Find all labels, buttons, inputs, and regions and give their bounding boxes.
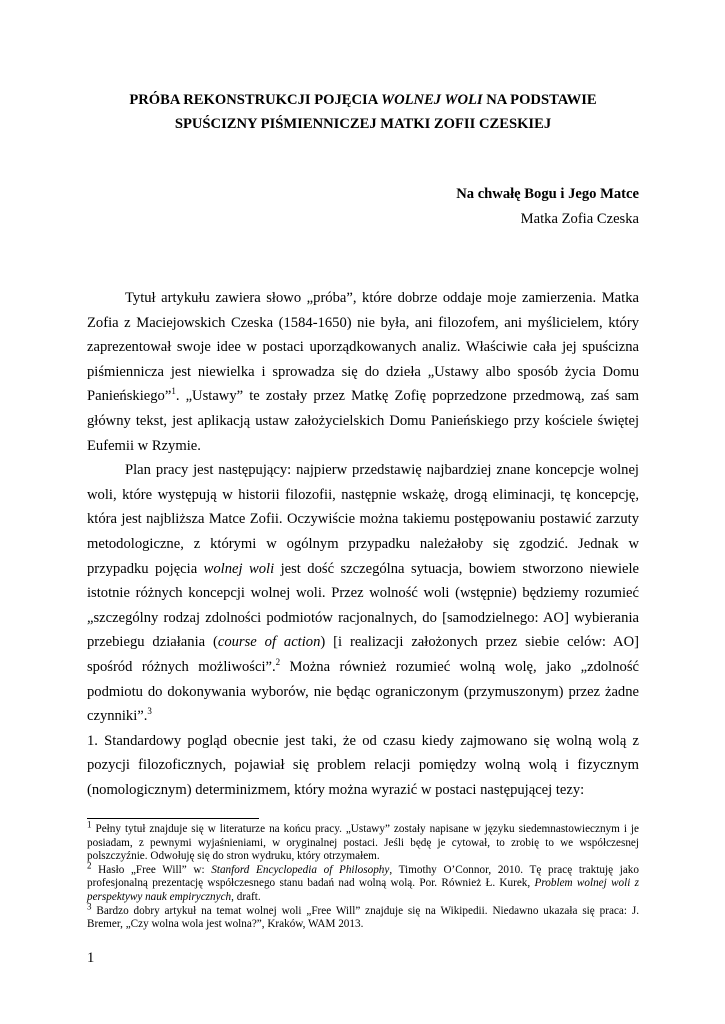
- page-number: 1: [87, 950, 95, 966]
- footnote-ref-3[interactable]: 3: [147, 706, 152, 717]
- footnote-divider: [87, 818, 259, 819]
- title-line-2: SPUŚCIZNY PIŚMIENNICZEJ MATKI ZOFII CZESKIEJ: [174, 116, 552, 132]
- paragraph-1: Tytuł artykułu zawiera słowo „próba”, które dobrze oddaje moje zamierzenia. Matka Zofia z Maciejowskich Czeska (1584-1650) nie była, ani filozofem, ani myślicielem, który zaprezentował swoje idee w postaci uporządkowanych analiz. Właściwie cała jej spuścizna piśmiennicza jest niewielka i sprowadza się do dzieła „Ustawy albo sposób życia Domu Panieńskiego”$^1$. „Ustawy” te zostały przez Matkę Zofię poprzedzone przedmową, zaś sam główny tekst, jest aplikacją ustaw założycielskich Domu Panieńskiego przy kościele świętej Eufemii w Rzymie.: [87, 290, 639, 454]
- footnote-ref-1[interactable]: 1: [171, 386, 176, 397]
- footnotes-section: [87, 818, 639, 932]
- paragraph-3: 1. Standardowy pogląd obecnie jest taki, że od czasu kiedy zajmowano się wolną wolą z pozycji filozoficznych, pojawiał się problem relacji pomiędzy wolną wolą i fizycznym (nomologicznym) determinizmem, który można wyrazić w postaci następującej tezy:: [87, 732, 639, 798]
- article-body: [87, 286, 639, 802]
- footnote-ref-2[interactable]: 2: [275, 657, 281, 668]
- footnote-1: $^1$ Pełny tytuł znajduje się w literaturze na końcu pracy. „Ustawy” zostały napisane w języku siedemnastowiecznym i je posiadam, z pewnymi wyjaśnieniami, w oryginalnej postaci. Jeśli będę je cytował, to zrobię to we współczesnej polszczyźnie. Odwołuję się do stron wydruku, który otrzymałem.: [87, 819, 639, 863]
- article-title: [60, 88, 666, 136]
- footnote-2: $^2$ Hasło „Free Will” w: Stanford Encyclopedia of Philosophy, Timothy O’Connor, 2010. Tę pracę traktuję jako profesjonalną prezentację współczesnego stanu badań nad wolną wolą. Por. Również Ł. Kurek, Problem wolnej woli z perspektywy nauk empirycznych, draft.: [87, 860, 639, 903]
- title-italic-term: WOLNEJ WOLI: [381, 92, 483, 108]
- motto-author: Matka Zofia Czeska: [520, 211, 639, 227]
- motto-text: Na chwałę Bogu i Jego Matce: [456, 186, 639, 202]
- paragraph-2: Plan pracy jest następujący: najpierw przedstawię najbardziej znane koncepcje wolnej woli, które występują w historii filozofii, następnie wskażę, drogą eliminacji, tę koncepcję, która jest najbliższa Matce Zofii. Oczywiście można takiemu postępowaniu postawić zarzuty metodologiczne, z którymi w ogólnym przypadku należałoby się zgodzić. Jednak w przypadku pojęcia wolnej woli jest dość szczególna sytuacja, bowiem stworzono niewiele istotnie różnych koncepcji wolnej woli. Przez wolność woli (wstępnie) będziemy rozumieć „szczególny rodzaj zdolności podmiotów racjonalnych, do [samodzielnego: AO] wybierania przebiegu działania (course of action) [i realizacji założonych przez siebie celów: AO] spośród różnych możliwości”.$^2$ Można również rozumieć wolną wolę, jako „zdolność podmiotu do dokonywania wyborów, nie będąc ograniczonym (przymuszonym) przez żadne czynniki”.$^3$: [87, 462, 640, 725]
- footnote-3: $^3$ Bardzo dobry artykuł na temat wolnej woli „Free Will” znajduje się na Wikipedii. Niedawno ukazała się praca: J. Bremer, „Czy wolna wola jest wolna?”, Kraków, WAM 2013.: [87, 900, 639, 931]
- title-line-1: PRÓBA REKONSTRUKCJI POJĘCIA WOLNEJ WOLI NA PODSTAWIE: [129, 92, 597, 108]
